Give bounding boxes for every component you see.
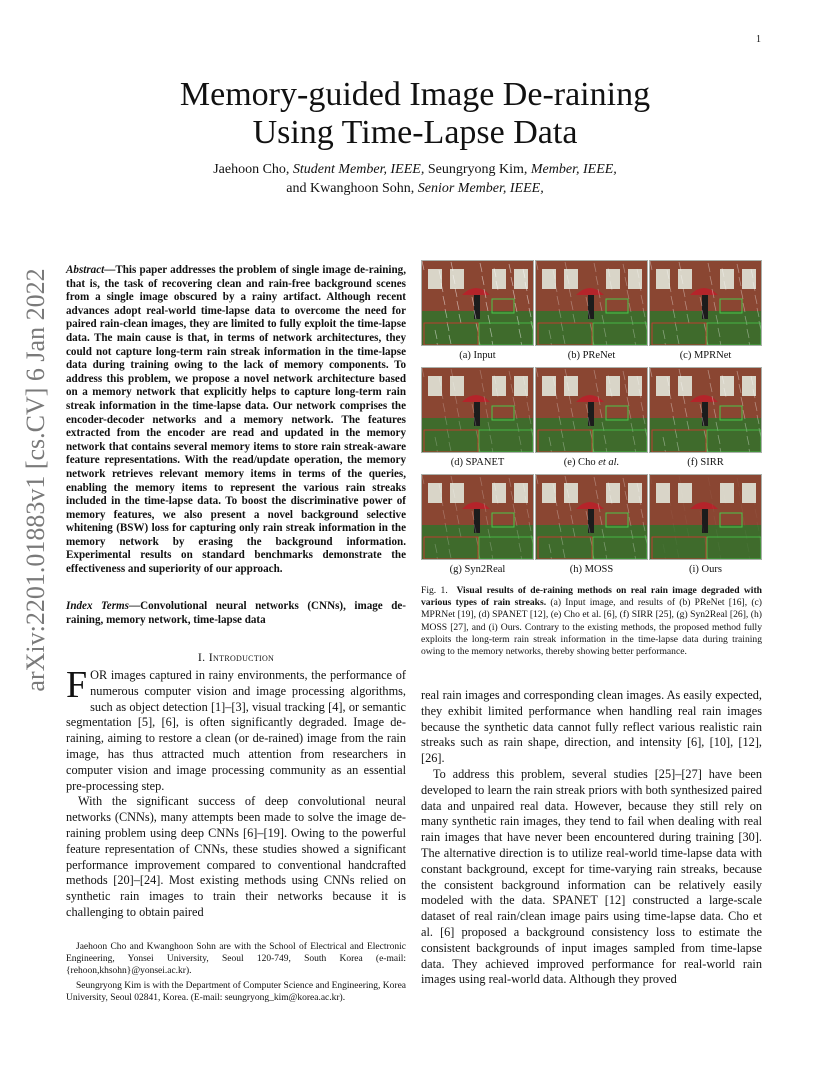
index-terms-text: —Convolutional neural networks (CNNs), image de-raining, memory network, time-lapse data xyxy=(66,600,407,626)
figure-image xyxy=(535,474,648,560)
title-line-2: Using Time-Lapse Data xyxy=(252,114,578,151)
page-number: 1 xyxy=(756,34,761,45)
author-1: Jaehoon Cho, xyxy=(213,162,293,177)
title-line-1: Memory-guided Image De-raining xyxy=(179,76,651,113)
figure-subcaption: (d) SPANET xyxy=(450,457,505,468)
figure-panel xyxy=(421,367,534,468)
figure-subcaption: (h) MOSS xyxy=(569,564,614,575)
index-terms xyxy=(66,600,406,627)
intro-text xyxy=(66,664,406,921)
figure-panel xyxy=(649,260,762,361)
author-3: and Kwanghoon Sohn, xyxy=(286,181,418,196)
author-2-role: Member, IEEE, xyxy=(530,162,617,177)
abstract xyxy=(66,264,406,577)
intro-paragraph-2: With the significant success of deep convolutional neural networks (CNNs), many attempts been made to solve the image de-raining problem using deep CNNs [6]–[19]. Owing to the powerful feature representation of CNNs, these studies showed a significant performance improvement compared to conventional handcrafted methods [20]–[24]. Most existing methods using CNNs relied on synthetic rain images to train their networks because it is challenging to obtain paired xyxy=(66,794,406,919)
index-terms-label: Index Terms xyxy=(66,600,129,612)
figure-panel xyxy=(535,260,648,361)
intro-paragraph-1 xyxy=(66,664,406,794)
figure-image xyxy=(421,260,534,346)
figure-panel xyxy=(421,260,534,361)
figure-panel xyxy=(649,474,762,575)
figure-subcaption: (i) Ours xyxy=(689,564,722,575)
author-block xyxy=(120,160,710,198)
figure-image xyxy=(649,260,762,346)
figure-panel xyxy=(535,367,648,468)
intro-paragraph-1-text: OR images captured in rainy environments, the performance of numerous computer vision and image processing algorithms, such as object detection [1]–[3], visual tracking [4], or semantic segmentation [5], [6], is often significantly degraded. Image de-raining, aiming to restore a clean (or de-rained) image from the rain image, has thus attracted much attention from researchers in computer vision and image processing community as an essential pre-processing step. xyxy=(66,668,406,793)
right-paragraph-1: real rain images and corresponding clean images. As easily expected, they exhibit limited performance when handling real rain images because the synthetic data cannot fully reflect various realistic rain streaks such as rain shape, direction, and intensity [6], [10], [12], [26]. xyxy=(421,688,762,766)
caption-prefix: Fig. 1. xyxy=(421,585,448,596)
figure-1 xyxy=(421,260,762,580)
figure-image xyxy=(649,474,762,560)
figure-panel xyxy=(649,367,762,468)
section-heading: I. Introduction xyxy=(197,650,275,664)
figure-image xyxy=(649,367,762,453)
author-3-role: Senior Member, IEEE, xyxy=(417,181,544,196)
arxiv-stamp-text: arXiv:2201.01883v1 [cs.CV] 6 Jan 2022 xyxy=(21,268,50,692)
caption-rest: (a) Input image, and results of (b) PReNet [16], (c) MPRNet [19], (d) SPANET [12], (e) Cho et al. [6], (f) SIRR [25], (g) Syn2Real [26], (h) MOSS [27], and (i) Ours. Contrary to the existing methods, the proposed method fully exploits the long-term rain streak information in the time-lapse data during training owing to the memory networks, thereby showing better performance. xyxy=(421,597,762,658)
footnote-2: Seungryong Kim is with the Department of Computer Science and Engineering, Korea University, Seoul 02841, Korea. (E-mail: seungryong_kim@korea.ac.kr). xyxy=(66,980,406,1003)
paper-title xyxy=(120,76,710,152)
right-column-text xyxy=(421,688,762,988)
figure-subcaption: (g) Syn2Real xyxy=(449,564,506,575)
figure-panel xyxy=(421,474,534,575)
footnote-1: Jaehoon Cho and Kwanghoon Sohn are with the School of Electrical and Electronic Engineering, Yonsei University, Seoul 120-749, South Korea (e-mail: {rehoon,khsohn}@yonsei.ac.kr). xyxy=(66,942,406,977)
author-2: Seungryong Kim, xyxy=(424,162,531,177)
figure-subcaption: (b) PReNet xyxy=(567,350,616,361)
figure-subcaption: (f) SIRR xyxy=(687,457,724,468)
figure-subcaption: (c) MPRNet xyxy=(679,350,732,361)
figure-caption xyxy=(421,585,762,658)
arxiv-stamp xyxy=(18,268,54,692)
abstract-label: Abstract xyxy=(66,264,105,276)
footnotes xyxy=(66,940,406,1006)
caption-bold: Visual results of de-raining methods on real rain image degraded with various types of rain streaks. xyxy=(421,585,763,609)
figure-image xyxy=(421,474,534,560)
figure-panel xyxy=(535,474,648,575)
author-1-role: Student Member, IEEE, xyxy=(292,162,425,177)
drop-cap: F xyxy=(66,664,88,706)
right-paragraph-2: To address this problem, several studies [25]–[27] have been developed to learn the rain streak priors with both synthesized paired data and unpaired real data. However, because they still rely on many synthetic rain images, they tend to fail when dealing with real rain images that have never been encountered during training [30]. The alternative direction is to utilize real-world time-lapse data with constant background, except for time-varying rain streaks, because the consistent background information can be relatively easily modeled with the data. SPANET [12] constructed a large-scale dataset of real rain/clean image pairs using time-lapse data. Cho et al. [6] proposed a background consistency loss to estimate the consistent backgrounds of input images sampled from time-lapse data. They achieved improved performance for real-world rain images using real-world data. Although they proved xyxy=(421,766,762,987)
figure-image xyxy=(535,260,648,346)
figure-image xyxy=(421,367,534,453)
figure-subcaption: (a) Input xyxy=(459,350,496,361)
abstract-text: —This paper addresses the problem of single image de-raining, that is, the task of recovering clean and rain-free background scenes from a single image obscured by a rainy artifact. Although recent advances adopt real-world time-lapse data to overcome the need for paired rain-clean images, they are limited to fully exploit the time-lapse data. The main cause is that, in terms of network architectures, they could not capture long-term rain streak information in the time-lapse data during training owing to the lack of memory components. To address this problem, we propose a novel network architecture based on a memory network that explicitly helps to capture long-term rain streak information in the time-lapse data. Our network comprises the encoder-decoder networks and a memory network. The features extracted from the encoder are read and updated in the memory network that contains several memory items to store rain streak-aware feature representations. With the read/update operation, the memory network retrieves relevant memory items in terms of the queries, enabling the memory items to represent the various rain streaks included in the time-lapse data. To boost the discriminative power of memory features, we also present a novel background selective whitening (BSW) loss for capturing only rain streak information in the memory network by erasing the background information. Experimental results on standard benchmarks demonstrate the effectiveness and superiority of our approach. xyxy=(66,264,406,576)
figure-subcaption: (e) Cho et al. xyxy=(563,457,620,468)
figure-image xyxy=(535,367,648,453)
